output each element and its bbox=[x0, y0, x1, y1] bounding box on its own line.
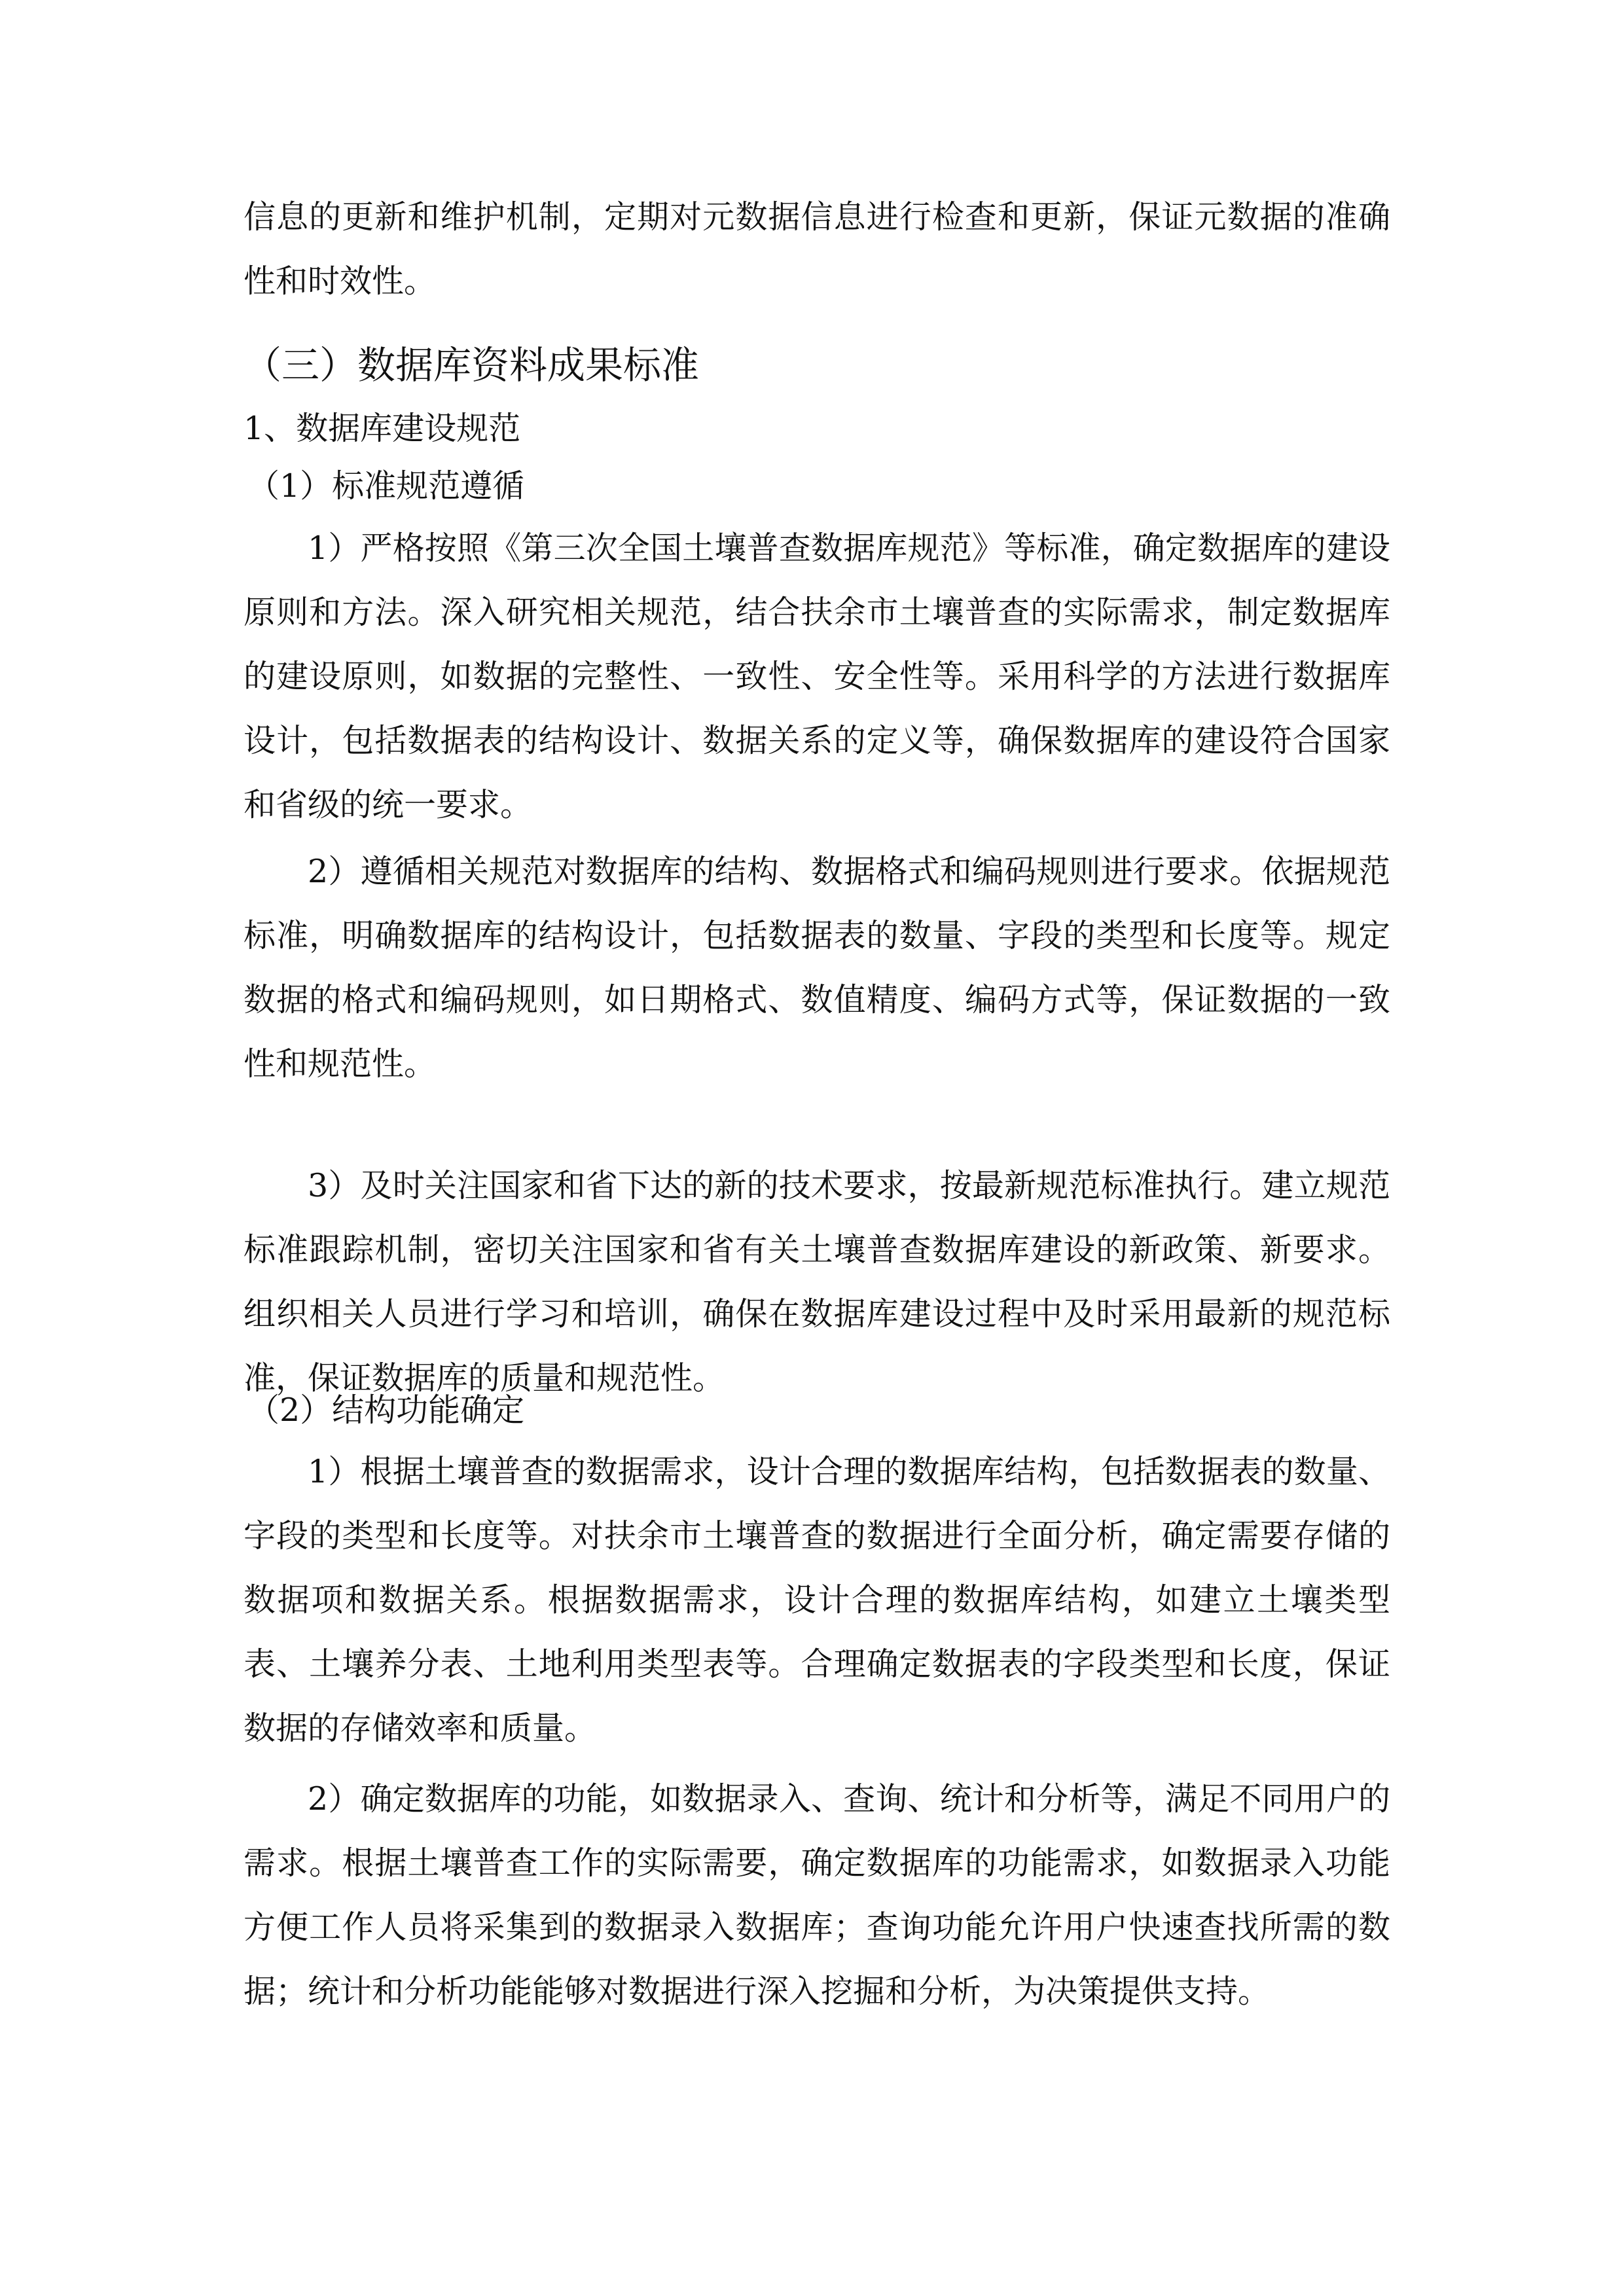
subsubsection-title-standards: （1）标准规范遵循 bbox=[247, 467, 525, 505]
paragraph-structure-1: 1）根据土壤普查的数据需求，设计合理的数据库结构，包括数据表的数量、字段的类型和长度等。对扶余市土壤普查的数据进行全面分析，确定需要存储的数据项和数据关系。根据数据需求，设计合理的数据库结构，如建立土壤类型表、土壤养分表、土地利用类型表等。合理确定数据表的字段类型和长度，保证数据的存储效率和质量。 bbox=[244, 1453, 1390, 1747]
subsection-title: 1、数据库建设规范 bbox=[244, 410, 521, 447]
section-heading: （三）数据库资料成果标准 bbox=[244, 343, 700, 387]
intro-paragraph: 信息的更新和维护机制，定期对元数据信息进行检查和更新，保证元数据的准确性和时效性。 bbox=[244, 198, 1390, 300]
subsubsection-title-structure: （2）结构功能确定 bbox=[247, 1391, 525, 1429]
paragraph-standards-3: 3）及时关注国家和省下达的新的技术要求，按最新规范标准执行。建立规范标准跟踪机制，密切关注国家和省有关土壤普查数据库建设的新政策、新要求。组织相关人员进行学习和培训，确保在数据库建设过程中及时采用最新的规范标准，保证数据库的质量和规范性。 bbox=[244, 1167, 1390, 1397]
paragraph-standards-1: 1）严格按照《第三次全国土壤普查数据库规范》等标准，确定数据库的建设原则和方法。深入研究相关规范，结合扶余市土壤普查的实际需求，制定数据库的建设原则，如数据的完整性、一致性、安全性等。采用科学的方法进行数据库设计，包括数据表的结构设计、数据关系的定义等，确保数据库的建设符合国家和省级的统一要求。 bbox=[244, 529, 1390, 823]
paragraph-standards-2: 2）遵循相关规范对数据库的结构、数据格式和编码规则进行要求。依据规范标准，明确数据库的结构设计，包括数据表的数量、字段的类型和长度等。规定数据的格式和编码规则，如日期格式、数值精度、编码方式等，保证数据的一致性和规范性。 bbox=[244, 853, 1390, 1083]
paragraph-structure-2: 2）确定数据库的功能，如数据录入、查询、统计和分析等，满足不同用户的需求。根据土壤普查工作的实际需要，确定数据库的功能需求，如数据录入功能方便工作人员将采集到的数据录入数据库；查询功能允许用户快速查找所需的数据；统计和分析功能能够对数据进行深入挖掘和分析，为决策提供支持。 bbox=[244, 1780, 1390, 2010]
